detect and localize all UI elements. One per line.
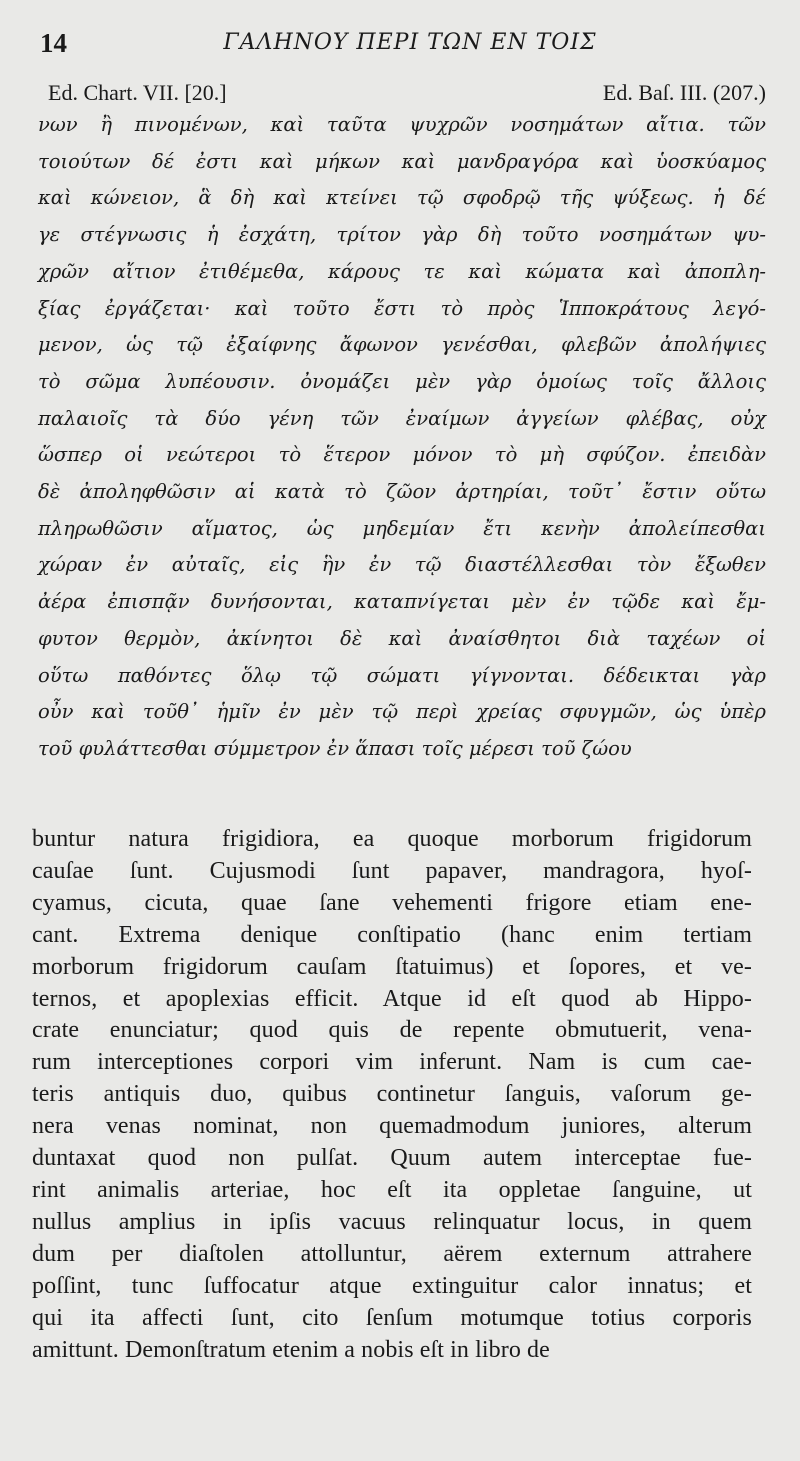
greek-text-line: νων ἢ πινομένων, καὶ ταῦτα ψυχρῶν νοσημάτων αἴτια. τῶν: [38, 113, 766, 136]
greek-text-line: καὶ κώνειον, ἃ δὴ καὶ κτείνει τῷ σφοδρῷ τῆς ψύξεως. ἡ δέ: [38, 186, 766, 210]
page-number: 14: [40, 28, 67, 58]
running-title: ΓΑΛΗΝΟΥ ΠΕΡΙ ΤΩΝ ΕΝ ΤΟΙΣ: [223, 30, 597, 55]
greek-text-line: πληρωθῶσιν αἵματος, ὡς μηδεμίαν ἔτι κενὴν ἀπολείπεσθαι: [38, 516, 766, 540]
latin-text-line: rum interceptiones corpori vim inferunt. Nam is cum cae-: [32, 1049, 752, 1076]
latin-text-line: rint animalis arteriae, hoc eſt ita oppletae ſanguine, ut: [32, 1176, 752, 1203]
latin-text-line: cyamus, cicuta, quae ſane vehementi frigore etiam ene-: [32, 889, 752, 916]
latin-text-line: buntur natura frigidiora, ea quoque morborum frigidorum: [32, 826, 752, 852]
latin-text-line: nera venas nominat, non quemadmodum juniores, alterum: [32, 1113, 752, 1140]
greek-text-line: δὲ ἀποληφθῶσιν αἱ κατὰ τὸ ζῶον ἀρτηρίαι, τοῦτ᾽ ἔστιν οὕτω: [38, 480, 766, 504]
edition-reference-left: Ed. Chart. VII. [20.]: [48, 80, 227, 105]
greek-text-line: ἀέρα ἐπισπᾷν δυνήσονται, καταπνίγεται μὲν ἐν τῷδε καὶ ἔμ-: [38, 590, 766, 614]
latin-text-line: duntaxat quod non pulſat. Quum autem interceptae fue-: [32, 1145, 752, 1172]
latin-text-block: [32, 824, 752, 1366]
greek-text-line: φυτον θερμὸν, ἀκίνητοι δὲ καὶ ἀναίσθητοι διὰ ταχέων οἱ: [38, 626, 766, 650]
latin-text-line: cauſae ſunt. Cujusmodi ſunt papaver, mandragora, hyoſ-: [32, 857, 752, 884]
greek-text-line: χρῶν αἴτιον ἐτιθέμεθα, κάρους τε καὶ κώματα καὶ ἀποπλη-: [38, 259, 766, 283]
greek-text-line: τὸ σῶμα λυπέουσιν. ὀνομάζει μὲν γὰρ ὁμοίως τοῖς ἄλλοις: [38, 369, 766, 393]
greek-text-line: τοιούτων δέ ἐστι καὶ μήκων καὶ μανδραγόρα καὶ ὑοσκύαμος: [38, 149, 766, 173]
latin-text-line: dum per diaſtolen attolluntur, aërem externum attrahere: [32, 1240, 752, 1267]
greek-text-line: παλαιοῖς τὰ δύο γένη τῶν ἐναίμων ἀγγείων φλέβας, οὐχ: [38, 406, 766, 430]
greek-text-line: μενον, ὡς τῷ ἐξαίφνης ἄφωνον γενέσθαι, φλεβῶν ἀπολήψιες: [38, 333, 766, 357]
greek-text-line: τοῦ φυλάττεσθαι σύμμετρον ἐν ἅπασι τοῖς μέρεσι τοῦ ζώου: [38, 736, 632, 760]
greek-text-line: ὥσπερ οἱ νεώτεροι τὸ ἕτερον μόνον τὸ μὴ σφύζον. ἐπειδὰν: [38, 443, 766, 467]
latin-text-line: poſſint, tunc ſuffocatur atque extinguitur calor innatus; et: [32, 1272, 752, 1299]
latin-text-line: crate enunciatur; quod quis de repente obmutuerit, vena-: [32, 1017, 752, 1044]
greek-text-block: [38, 107, 766, 768]
greek-text-line: ξίας ἐργάζεται· καὶ τοῦτο ἔστι τὸ πρὸς Ἱπποκράτους λεγό-: [38, 296, 766, 320]
greek-text-line: γε στέγνωσις ἡ ἐσχάτη, τρίτον γὰρ δὴ τοῦτο νοσημάτων ψυ-: [38, 223, 766, 247]
greek-text-line: οὕτω παθόντες ὅλῳ τῷ σώματι γίγνονται. δέδεικται γὰρ: [38, 663, 766, 687]
latin-text-line: cant. Extrema denique conſtipatio (hanc enim tertiam: [32, 921, 752, 948]
latin-text-line: qui ita affecti ſunt, cito ſenſum motumque totius corporis: [32, 1304, 752, 1331]
greek-text-line: οὖν καὶ τοῦθ᾽ ἡμῖν ἐν μὲν τῷ περὶ χρείας σφυγμῶν, ὡς ὑπὲρ: [38, 700, 766, 724]
latin-text-line: nullus amplius in ipſis vacuus relinquatur locus, in quem: [32, 1208, 752, 1235]
latin-text-line: morborum frigidorum cauſam ſtatuimus) et ſopores, et ve-: [32, 953, 752, 980]
greek-text-line: χώραν ἐν αὐταῖς, εἰς ἣν ἐν τῷ διαστέλλεσθαι τὸν ἔξωθεν: [38, 553, 766, 577]
latin-text-line: ternos, et apoplexias efficit. Atque id eſt quod ab Hippo-: [32, 985, 752, 1012]
latin-text-line: teris antiquis duo, quibus continetur ſanguis, vaſorum ge-: [32, 1081, 752, 1108]
latin-text-line: amittunt. Demonſtratum etenim a nobis eſt in libro de: [32, 1336, 550, 1363]
edition-reference-right: Ed. Baſ. III. (207.): [602, 80, 766, 105]
